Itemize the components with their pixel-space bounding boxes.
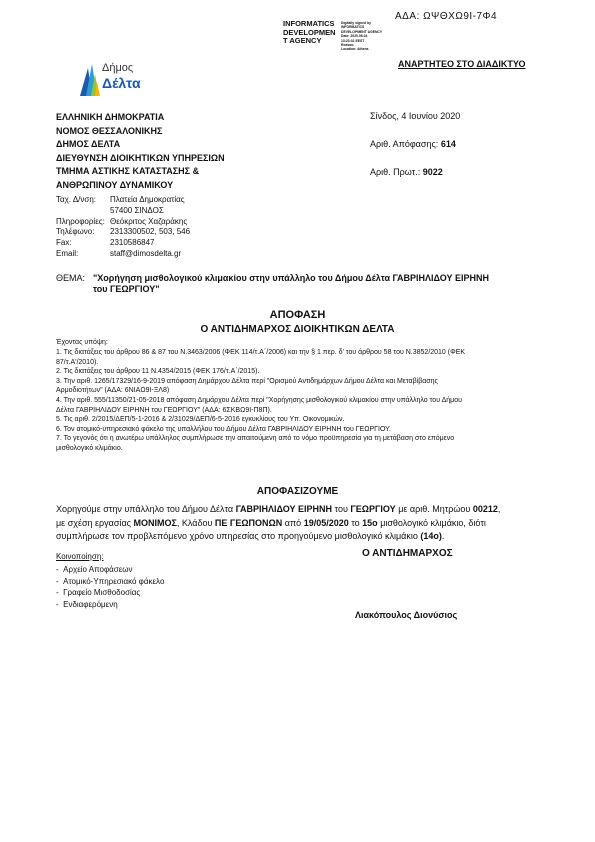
contact-label: Πληροφορίες: xyxy=(56,216,105,226)
decision-number-value: 614 xyxy=(440,139,456,149)
effective-date: 19/05/2020 xyxy=(303,517,349,528)
protocol-number xyxy=(370,167,443,178)
authority-line: ΕΛΛΗΝΙΚΗ ΔΗΜΟΚΡΑΤΙΑ xyxy=(56,112,165,122)
date-line: Σίνδος, 4 Ιουνίου 2020 xyxy=(370,111,461,121)
stamp-org-name xyxy=(283,20,336,46)
text: . xyxy=(441,531,445,541)
reference-line: Αρμοδιοτήτων" (ΑΔΑ: 6ΝΙΑΩ9Ι-ΞΛ8) xyxy=(56,387,170,395)
authority-line: ΔΙΕΥΘΥΝΣΗ ΔΙΟΙΚΗΤΙΚΩΝ ΥΠΗΡΕΣΙΩΝ xyxy=(56,152,225,163)
contact-value: 2313300502, 503, 546 xyxy=(110,227,191,237)
stamp-detail-line: 13:23:31 EEST xyxy=(341,38,365,43)
reference-line: 6. Τον ατομικό-υπηρεσιακό φάκελο της υπαλλήλου του Δήμου Δέλτα ΓΑΒΡΙΗΛΙΔΟΥ ΕΙΡΗΝΗ του ΓΕΩΡΓΙΟΥ. xyxy=(56,425,391,433)
stamp-details xyxy=(341,21,382,52)
stamp-detail-line: INFORMATICS xyxy=(341,25,365,30)
reference-line: 1. Τις διατάξεις του άρθρου 86 & 87 του Ν.3463/2006 (ΦΕΚ 114/τ.Α΄/2006) και την § 1 περ. δ' του άρθρου 58 του Ν.3852/2010 (ΦΕΚ xyxy=(56,349,466,356)
text: μισθολογικό κλιμάκιο, διότι xyxy=(377,517,486,528)
decision-line xyxy=(56,530,541,544)
reference-item xyxy=(56,367,541,377)
stamp-line: DEVELOPMEN xyxy=(283,27,336,37)
decision-subheading: Ο ΑΝΤΙΔΗΜΑΡΧΟΣ ΔΙΟΙΚΗΤΙΚΩΝ ΔΕΛΤΑ xyxy=(200,324,395,335)
reference-line: μισθολογικό κλιμάκιο. xyxy=(56,444,123,452)
distribution-text: Ενδιαφερόμενη xyxy=(63,599,118,609)
salary-grade: 15ο xyxy=(362,517,378,528)
text: Χορηγούμε στην υπάλληλο του Δήμου Δέλτα xyxy=(56,504,236,514)
contact-label: Email: xyxy=(56,248,79,258)
contact-info xyxy=(56,195,190,260)
contact-row xyxy=(56,195,190,206)
logo-text-line2: Δέλτα xyxy=(102,75,141,91)
references-list xyxy=(56,348,541,454)
municipality-logo xyxy=(78,60,158,100)
subject-text xyxy=(93,273,553,295)
contact-row xyxy=(56,249,190,260)
signer-title: Ο ΑΝΤΙΔΗΜΑΡΧΟΣ xyxy=(362,548,453,559)
distribution-text: Αρχείο Αποφάσεων xyxy=(63,565,133,574)
text: του xyxy=(332,504,351,514)
subject-line: "Χορήγηση μισθολογικού κλιμακίου στην υπάλληλο του Δήμου Δέλτα ΓΑΒΡΙΗΛΙΔΟΥ ΕΙΡΗΝΗ xyxy=(93,273,489,283)
decide-heading: ΑΠΟΦΑΣΙΖΟΥΜΕ xyxy=(256,486,339,497)
decision-number-label: Αριθ. Απόφασης: xyxy=(370,139,439,149)
stamp-line: T AGENCY xyxy=(283,36,322,45)
reference-item xyxy=(56,434,541,453)
reference-line: 3. Την αριθ. 1265/17329/16-9-2019 απόφαση Δημάρχου Δέλτα περί "Ορισμού Αντιδημάρχων Δήμου Δέλτα και Μεταβίβασης xyxy=(56,377,438,385)
reference-line: 5. Τις αριθ. 2/2015/ΔΕΠ/5-1-2016 & 2/31029/ΔΕΠ/6-5-2016 εγκυκλίους του Υπ. Οικονομικών. xyxy=(56,416,345,424)
stamp-line: INFORMATICS xyxy=(283,19,335,28)
stamp-detail-line: Reason: xyxy=(341,43,355,48)
employment-relation: ΜΟΝΙΜΟΣ xyxy=(133,517,177,528)
digital-signature-stamp xyxy=(283,20,393,56)
considering-label: Έχοντας υπόψη: xyxy=(56,339,108,346)
reference-line: 2. Τις διατάξεις του άρθρου 11 Ν.4354/2015 (ΦΕΚ 176/τ.Α΄/2015). xyxy=(56,368,260,376)
protocol-number-label: Αριθ. Πρωτ.: xyxy=(370,167,421,177)
authority-line: ΔΗΜΟΣ ΔΕΛΤΑ xyxy=(56,139,121,149)
stamp-detail-line: Location: Athens xyxy=(341,47,369,52)
decision-heading: ΑΠΟΦΑΣΗ xyxy=(269,309,326,321)
contact-value: 2310586847 xyxy=(110,238,155,248)
distribution-item: - Ατομικό-Υπηρεσιακό φάκελο xyxy=(56,576,165,586)
text: συμπλήρωσε τον προβλεπόμενο χρόνο υπηρεσίας στο προηγούμενο μισθολογικό κλιμάκιο xyxy=(56,531,421,541)
contact-row xyxy=(56,217,190,228)
reference-item xyxy=(56,348,541,367)
reference-line: Δέλτα ΓΑΒΡΙΗΛΙΔΟΥ ΕΙΡΗΝΗ του ΓΕΩΡΓΙΟΥ" (ΑΔΑ: 6ΣΚΒΩ9Ι-Π8Π). xyxy=(56,406,272,414)
distribution-item: - Αρχείο Αποφάσεων xyxy=(56,565,133,574)
authority-line: ΝΟΜΟΣ ΘΕΣΣΑΛΟΝΙΚΗΣ xyxy=(56,125,163,136)
distribution-label: Κοινοποίηση: xyxy=(56,552,104,561)
subject-label: ΘΕΜΑ: xyxy=(56,273,86,283)
contact-value: Θεόκριτος Χαζαράκης xyxy=(110,216,188,226)
authority-block xyxy=(56,111,225,192)
subject-line: του ΓΕΩΡΓΙΟΥ" xyxy=(93,284,160,294)
distribution-item: - Γραφείο Μισθοδοσίας xyxy=(56,588,141,597)
decision-line: Χορηγούμε στην υπάλληλο του Δήμου Δέλτα ΓΑΒΡΙΗΛΙΔΟΥ ΕΙΡΗΝΗ του ΓΕΩΡΓΙΟΥ με αριθ. Μητρώου 00212, xyxy=(56,504,501,514)
father-name: ΓΕΩΡΓΙΟΥ xyxy=(350,504,396,514)
contact-label: Τηλέφωνο: xyxy=(56,227,95,237)
reference-item xyxy=(56,377,541,396)
posted-online-label: ΑΝΑΡΤΗΤΕΟ ΣΤΟ ΔΙΑΔΙΚΤΥΟ xyxy=(398,59,526,69)
reference-item xyxy=(56,396,541,415)
employee-name: ΓΑΒΡΙΗΛΙΔΟΥ ΕΙΡΗΝΗ xyxy=(235,504,333,514)
distribution-text: Γραφείο Μισθοδοσίας xyxy=(63,588,141,597)
text: , Κλάδου xyxy=(176,517,215,528)
decision-paragraph xyxy=(56,503,541,544)
previous-grade: (14ο) xyxy=(420,531,442,541)
contact-row xyxy=(56,227,190,238)
ada-header: ΑΔΑ: ΩΨΘΧΩ9Ι-7Φ4 xyxy=(395,11,498,22)
branch-name: ΠΕ ΓΕΩΠΟΝΩΝ xyxy=(214,517,283,528)
logo-text-line1: Δήμος xyxy=(102,62,134,74)
registry-number: 00212 xyxy=(472,504,498,514)
protocol-number-value: 9022 xyxy=(422,167,443,177)
contact-label: Fax: xyxy=(56,238,72,248)
decision-line xyxy=(56,517,541,531)
signer-name: Λιακόπουλος Διονύσιος xyxy=(355,610,458,620)
reference-item xyxy=(56,425,541,435)
reference-line: 87/τ.Α'/2010). xyxy=(56,358,99,366)
stamp-detail-line: DEVELOPMENT AGENCY xyxy=(341,29,383,34)
reference-line: 4. Την αριθ. 555/11350/21-05-2018 απόφαση Δημάρχου Δέλτα περί "Χορήγησης μισθολογικού κλιμακίου στην υπάλληλο του Δήμου xyxy=(56,396,462,404)
contact-row xyxy=(56,238,190,249)
contact-row xyxy=(56,206,190,217)
distribution-list xyxy=(56,564,164,610)
text: με αριθ. Μητρώου xyxy=(395,504,473,514)
text: το xyxy=(348,517,363,528)
text: με σχέση εργασίας xyxy=(56,517,134,528)
authority-line: ΑΝΘΡΩΠΙΝΟΥ ΔΥΝΑΜΙΚΟΥ xyxy=(56,179,174,190)
contact-value: 57400 ΣΙΝΔΟΣ xyxy=(110,205,164,215)
text: από xyxy=(282,517,304,528)
contact-value: Πλατεία Δημοκρατίας xyxy=(110,195,185,204)
distribution-item: - Ενδιαφερόμενη xyxy=(56,599,118,609)
authority-line: ΤΜΗΜΑ ΑΣΤΙΚΗΣ ΚΑΤΑΣΤΑΣΗΣ & xyxy=(56,166,200,176)
contact-label: Ταχ. Δ/νση: xyxy=(56,195,97,204)
contact-value[interactable]: staff@dimosdelta.gr xyxy=(110,248,182,258)
distribution-text: Ατομικό-Υπηρεσιακό φάκελο xyxy=(63,576,165,586)
reference-item xyxy=(56,415,541,425)
decision-number xyxy=(370,139,456,150)
contact-label xyxy=(56,206,110,217)
stamp-detail-line: Digitally signed by xyxy=(341,21,371,25)
reference-line: 7. Το γεγονός ότι η ανωτέρω υπάλληλος συμπλήρωσε την απαιτούμενη από το νόμο προϋπηρεσία για τη μετάβαση στο επόμενο xyxy=(56,435,455,443)
stamp-detail-line: Date: 2020.06.04 xyxy=(341,34,368,39)
